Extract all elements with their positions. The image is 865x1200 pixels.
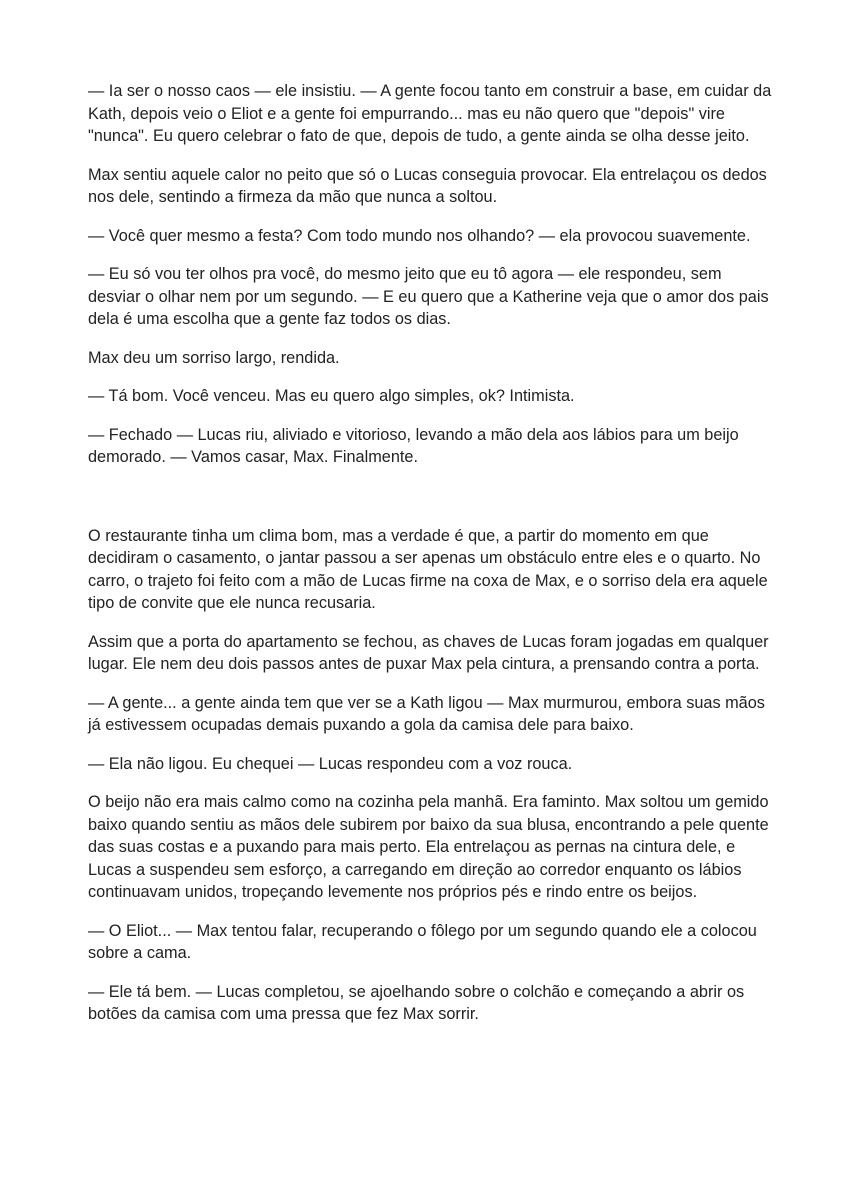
paragraph: — Tá bom. Você venceu. Mas eu quero algo simples, ok? Intimista. [88, 387, 575, 405]
paragraph: — Eu só vou ter olhos pra você, do mesmo jeito que eu tô agora — ele respondeu, sem desviar o olhar nem por um segundo. — E eu quero que a Katherine veja que o amor dos pais dela é uma escolha que a gente faz todos os dias. [88, 265, 769, 328]
paragraph: — Ia ser o nosso caos — ele insistiu. — A gente focou tanto em construir a base, em cuidar da Kath, depois veio o Eliot e a gente foi empurrando... mas eu não quero que "depois" vire "nunca". Eu quero celebrar o fato de que, depois de tudo, a gente ainda se olha desse jeito. [88, 82, 772, 145]
document-page [88, 80, 778, 1042]
paragraph: — A gente... a gente ainda tem que ver se a Kath ligou — Max murmurou, embora suas mãos já estivessem ocupadas demais puxando a gola da camisa dele para baixo. [88, 693, 765, 734]
paragraph: O beijo não era mais calmo como na cozinha pela manhã. Era faminto. Max soltou um gemido baixo quando sentiu as mãos dele subirem por baixo da sua blusa, encontrando a pele quente das suas costas e a puxando para mais perto. Ela entrelaçou as pernas na cintura dele, e Lucas a suspendeu sem esforço, a carregando em direção ao corredor enquanto os lábios continuavam unidos, tropeçando levemente nos próprios pés e rindo entre os beijos. [88, 793, 769, 901]
paragraph: Max sentiu aquele calor no peito que só o Lucas conseguia provocar. Ela entrelaçou os dedos nos dele, sentindo a firmeza da mão que nunca a soltou. [88, 165, 767, 206]
section-break [88, 485, 778, 525]
section-two [88, 525, 778, 1026]
paragraph: — O Eliot... — Max tentou falar, recuperando o fôlego por um segundo quando ele a colocou sobre a cama. [88, 921, 757, 962]
paragraph: — Ela não ligou. Eu chequei — Lucas respondeu com a voz rouca. [88, 754, 573, 773]
paragraph: — Fechado — Lucas riu, aliviado e vitorioso, levando a mão dela aos lábios para um beijo demorado. — Vamos casar, Max. Finalmente. [88, 425, 739, 466]
paragraph: — Você quer mesmo a festa? Com todo mundo nos olhando? — ela provocou suavemente. [88, 226, 751, 245]
paragraph: Assim que a porta do apartamento se fechou, as chaves de Lucas foram jogadas em qualquer lugar. Ele nem deu dois passos antes de puxar Max pela cintura, a prensando contra a porta. [88, 632, 769, 673]
paragraph: O restaurante tinha um clima bom, mas a verdade é que, a partir do momento em que decidiram o casamento, o jantar passou a ser apenas um obstáculo entre eles e o quarto. No carro, o trajeto foi feito com a mão de Lucas firme na coxa de Max, e o sorriso dela era aquele tipo de convite que ele nunca recusaria. [88, 526, 768, 612]
paragraph: — Ele tá bem. — Lucas completou, se ajoelhando sobre o colchão e começando a abrir os botões da camisa com uma pressa que fez Max sorrir. [88, 982, 745, 1023]
paragraph: Max deu um sorriso largo, rendida. [88, 348, 340, 367]
section-one [88, 80, 778, 469]
